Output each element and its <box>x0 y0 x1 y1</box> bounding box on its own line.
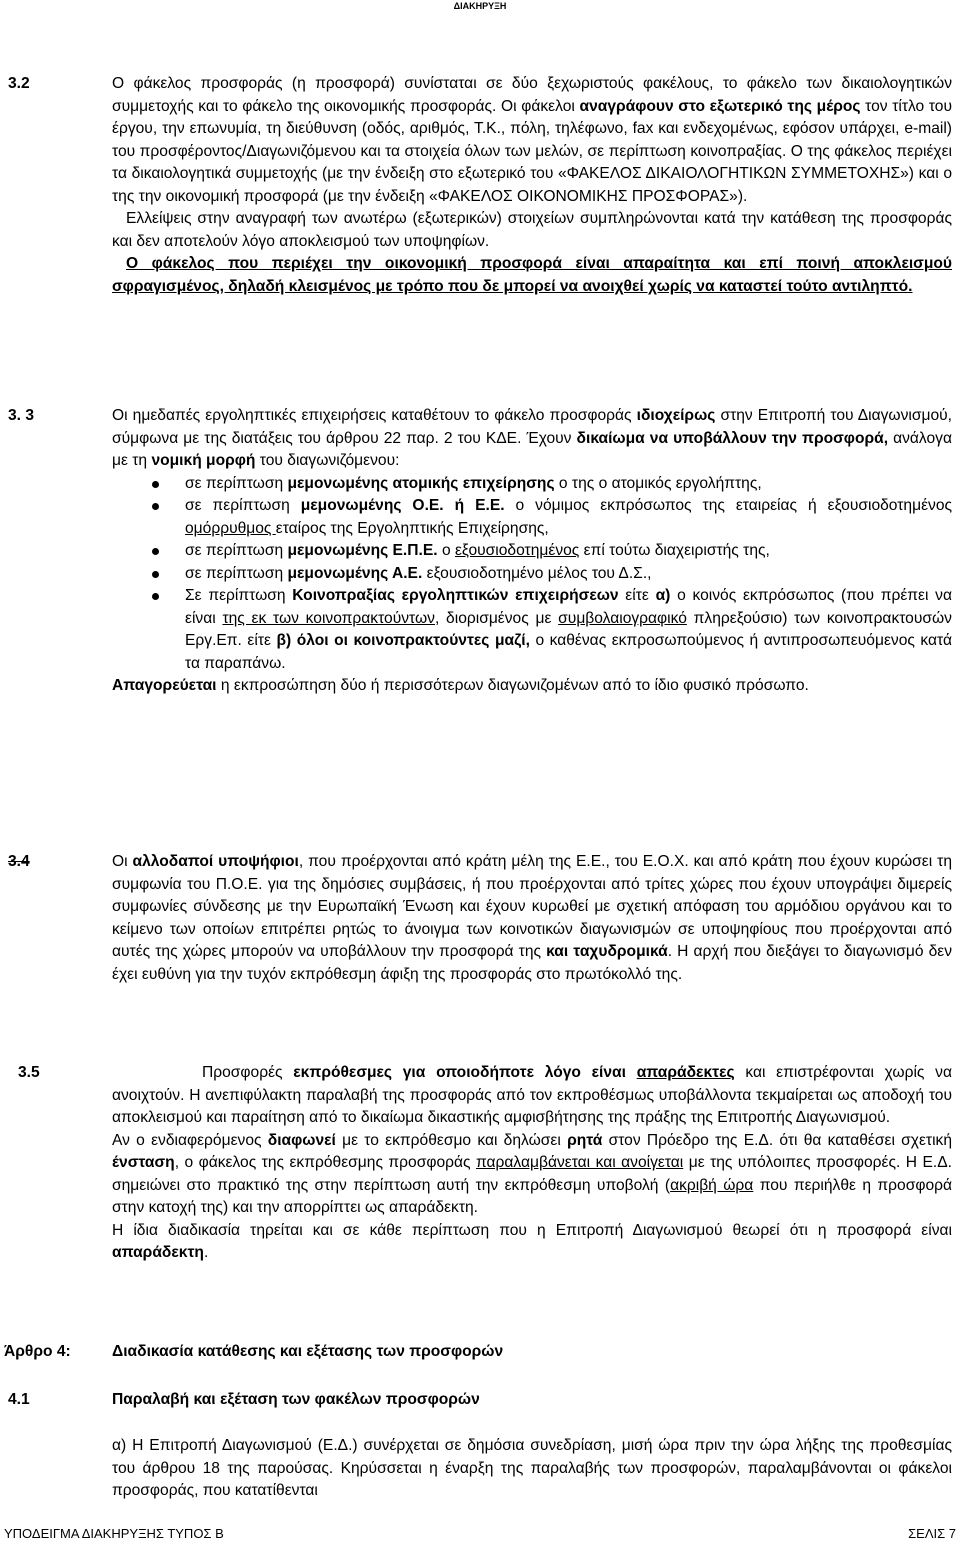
text-run: στον Πρόεδρο της Ε.Δ. ότι θα καταθέσει σχετική <box>602 1131 953 1149</box>
text-run: Σε περίπτωση <box>185 587 293 604</box>
text-run: με το εκπρόθεσμο και δηλώσει <box>335 1131 568 1149</box>
bullet-list <box>112 473 952 676</box>
text-run: που περιήλθε η προσφορά στην κατοχή της) και την απορρίπτει ως απαράδεκτη. <box>112 1176 953 1216</box>
section-title: Παραλαβή και εξέταση των φακέλων προσφορών <box>112 1391 480 1408</box>
list-item <box>112 563 952 586</box>
section-number: 3.5 <box>18 1064 40 1081</box>
list-item <box>112 540 952 563</box>
section-body <box>112 405 952 698</box>
text-run: ανάλογα με τη <box>112 429 952 469</box>
text-run: . <box>203 1244 209 1261</box>
paragraph: Ελλείψεις στην αναγραφή των ανωτέρω (εξωτερικών) στοιχείων συμπληρώνονται κατά την κατάθεση της προσφοράς και δεν αποτελούν λόγο αποκλεισμού των υποψηφίων. <box>112 210 952 250</box>
text-run-bold: αλλοδαποί υποψήφιοι <box>132 853 299 870</box>
text-run: του διαγωνιζόμενου: <box>255 452 400 469</box>
section-body <box>112 1062 952 1265</box>
text-run-bold: μεμονωμένης Ε.Π.Ε. <box>287 542 438 559</box>
text-run: Οι <box>112 853 133 870</box>
text-run: ο νόμιμος εκπρόσωπος της εταιρείας ή εξουσιοδοτημένος <box>504 497 953 514</box>
text-run-underlined: ακριβή ώρα <box>670 1176 754 1194</box>
text-run-bold: και ταχυδρομικά <box>546 943 668 960</box>
text-run: με της υπόλοιπες προσφορές. Η Ε.Δ. σημειώνει στο πρακτικό της στην περίπτωση αυτή την εκπρόθεσμη υποβολή ( <box>112 1154 952 1194</box>
text-run-underlined: παραλαμβάνεται και ανοίγεται <box>475 1154 684 1171</box>
paragraph <box>112 851 952 986</box>
section-number: 3.4 <box>8 853 30 870</box>
text-run-bold: δικαίωμα να υποβάλλουν την προσφορά, <box>576 429 889 447</box>
text-run-bold-underlined: απαράδεκτες <box>636 1064 735 1081</box>
footer-document-title: ΥΠΟΔΕΙΓΜΑ ΔΙΑΚΗΡΥΞΗΣ ΤΥΠΟΣ Β <box>4 1526 224 1541</box>
text-run-bold: αναγράφουν στο εξωτερικό της μέρος <box>579 97 861 115</box>
text-run-bold: ένσταση <box>112 1154 175 1171</box>
list-item <box>112 473 952 496</box>
paragraph <box>112 73 952 208</box>
text-run-bold: ιδιοχείρως <box>636 407 716 424</box>
text-run: Ο φάκελος προσφοράς (η προσφορά) συνίσταται σε δύο ξεχωριστούς φακέλους, το φάκελο των δικαιολογητικών συμμετοχής και το φάκελο της οικονομικής προσφοράς. Οι φάκελοι <box>112 75 952 115</box>
section-body: α) Η Επιτροπή Διαγωνισμού (Ε.Δ.) συνέρχεται σε δημόσια συνεδρίαση, μισή ώρα πριν την ώρα λήξης της προθεσμίας του άρθρου 18 της παρούσας. Κηρύσσεται η έναρξη της παραλαβής των προσφορών, παραλαμβάνονται οι φάκελοι προσφοράς, που κατατίθενται <box>112 1437 952 1499</box>
text-run-bold: μεμονωμένης Ο.Ε. ή Ε.Ε. <box>300 497 505 514</box>
text-run-bold: εκπρόθεσμες για οποιοδήποτε λόγο είναι <box>293 1064 637 1081</box>
text-run: πληρεξούσιο) των κοινοπρακτουσών Εργ.Επ. είτε <box>185 609 952 649</box>
text-run-underlined: ομόρρυθμος <box>185 519 276 537</box>
text-run-bold: διαφωνεί <box>267 1131 336 1149</box>
text-run: , που προέρχονται από κράτη μέλη της Ε.Ε., του Ε.Ο.Χ. και από κράτη που έχουν κυρώσει τη συμφωνία του Π.Ο.Ε. για της δημόσιες συμβάσεις, ή που προέρχονται από τρίτες χώρες που έχουν υπογράψει διμερείς συμφωνίες σύνδεσης με την Ευρωπαϊκή Ένωση και έχουν κυρωθεί με σχετική απόφαση του αρμόδιου οργάνου και το κείμενο των οποίων επιτρέπει ρητώς το άνοιγμα των κοινοτικών διαγωνισμών σε υποψηφίους που προέρχονται από αυτές της χώρες μπορούν να υποβάλλουν την προσφορά της <box>112 853 952 960</box>
text-run: Προσφορές <box>202 1064 294 1081</box>
text-run: σε περίπτωση <box>185 474 288 492</box>
section-number: 3. 3 <box>8 407 35 424</box>
paragraph <box>112 675 952 698</box>
text-run-bold: Απαγορεύεται <box>112 677 217 694</box>
section-body <box>112 73 952 298</box>
text-run: και επιστρέφονται χωρίς να ανοιχτούν. Η ανεπιφύλακτη παραλαβή της προσφοράς από τον εκπροθέσμως υποβάλλοντα τεκμαίρεται ως αποδοχή του αποκλεισμού και παραίτηση από το δικαίωμα δικαστικής αμφισβήτησης της πράξης της Επιτροπής Διαγωνισμού. <box>112 1064 952 1126</box>
text-run: είτε <box>618 587 656 604</box>
text-run: εταίρος της Εργοληπτικής Επιχείρησης, <box>275 519 549 537</box>
text-run: ο κοινός εκπρόσωπος (που πρέπει να είναι <box>185 587 952 627</box>
paragraph <box>112 1130 952 1220</box>
text-run: Οι ημεδαπές εργοληπτικές επιχειρήσεις καταθέτουν το φάκελο προσφοράς <box>112 407 637 424</box>
text-run: Η ίδια διαδικασία τηρείται και σε κάθε περίπτωση που η Επιτροπή Διαγωνισμού θεωρεί ότι η προσφορά είναι <box>112 1221 952 1239</box>
paragraph-emphasis: Ο φάκελος που περιέχει την οικονομική προσφορά είναι απαραίτητα και επί ποινή αποκλεισμού σφραγισμένος, δηλαδή κλεισμένος με τρόπο που δε μπορεί να ανοιχθεί χωρίς να καταστεί τούτο αντιληπτό. <box>112 255 952 295</box>
paragraph <box>112 1220 952 1265</box>
page-header: ΔΙΑΚΗΡΥΞΗ <box>453 1 507 11</box>
text-run-underlined: συμβολαιογραφικό <box>558 609 687 627</box>
section-body <box>112 851 952 986</box>
list-item <box>112 585 952 675</box>
text-run: Αν ο ενδιαφερόμενος <box>112 1131 268 1149</box>
text-run: στην Επιτροπή του Διαγωνισμού, σύμφωνα με της διατάξεις του άρθρου 22 παρ. 2 του ΚΔΕ. Έχουν <box>112 407 952 447</box>
text-run-bold: νομική μορφή <box>151 452 256 469</box>
footer-page-number: ΣΕΛΙΣ 7 <box>908 1526 956 1541</box>
text-run: , διορισμένος με <box>434 609 559 627</box>
text-run: επί τούτω διαχειριστής της, <box>579 542 770 559</box>
section-number: 3.2 <box>8 75 30 92</box>
text-run-bold: απαράδεκτη <box>112 1244 204 1261</box>
text-run-bold: β) <box>276 632 292 649</box>
text-run: . Η αρχή που διεξάγει το διαγωνισμό δεν έχει ευθύνη για την τυχόν εκπρόθεσμη άφιξη της προσφοράς στο πρωτόκολλό της. <box>112 943 953 983</box>
text-run-bold: μεμονωμένης Α.Ε. <box>287 564 423 582</box>
text-run-underlined: εξουσιοδοτημένος <box>454 542 580 559</box>
text-run-bold: μεμονωμένης ατομικής επιχείρησης <box>287 474 555 492</box>
text-run-bold: Κοινοπραξίας εργοληπτικών επιχειρήσεων <box>292 587 619 604</box>
text-run: , ο φάκελος της εκπρόθεσμης προσφοράς <box>174 1154 476 1171</box>
text-run: εξουσιοδοτημένο μέλος του Δ.Σ., <box>422 564 652 582</box>
text-run: ο <box>437 542 455 559</box>
text-run: ο της ο ατομικός εργολήπτης, <box>554 474 762 492</box>
text-run-bold: όλοι οι κοινοπρακτούντες μαζί, <box>296 632 530 649</box>
paragraph <box>112 405 952 473</box>
section-number: 4.1 <box>8 1391 30 1408</box>
article-label: Άρθρο 4: <box>4 1343 71 1360</box>
list-item <box>112 495 952 540</box>
text-run: σε περίπτωση <box>185 542 288 559</box>
text-run-bold: ρητά <box>567 1131 603 1149</box>
text-run-underlined: της εκ των κοινοπρακτούντων <box>222 609 435 627</box>
text-run: η εκπροσώπηση δύο ή περισσότερων διαγωνιζομένων από το ίδιο φυσικό πρόσωπο. <box>216 677 809 694</box>
text-run: τον τίτλο του έργου, την επωνυμία, τη διεύθυνση (οδός, αριθμός, Τ.Κ., πόλη, τηλέφωνο, fax και ενδεχομένως, εφόσον υπάρχει, e-mail) του προσφέροντος/Διαγωνιζόμενου και τα στοιχεία όλων των μελών, σε περίπτωση κοινοπραξίας. Ο της φάκελος περιέχει τα δικαιολογητικά συμμετοχής (με την ένδειξη στο εξωτερικό του «ΦΑΚΕΛΟΣ ΔΙΚΑΙΟΛΟΓΗΤΙΚΩΝ ΣΥΜΜΕΤΟΧΗΣ») και ο της την οικονομική προσφορά (με την ένδειξη «ΦΑΚΕΛΟΣ ΟΙΚΟΝΟΜΙΚΗΣ ΠΡΟΣΦΟΡΑΣ»). <box>112 97 952 205</box>
article-title: Διαδικασία κατάθεσης και εξέτασης των προσφορών <box>112 1343 504 1360</box>
text-run: σε περίπτωση <box>185 564 288 582</box>
paragraph <box>112 1062 952 1130</box>
text-run: ο καθένας εκπροσωπούμενος ή αντιπροσωπευόμενος κατά τα παραπάνω. <box>185 632 952 672</box>
text-run-bold: α) <box>655 587 671 604</box>
text-run: σε περίπτωση <box>185 497 301 514</box>
